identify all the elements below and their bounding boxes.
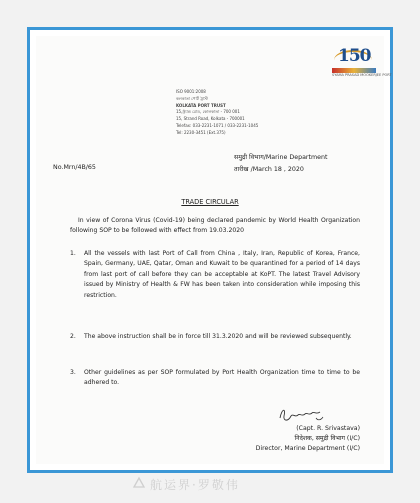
logo-subtitle: SYAMA PRASAD MOOKERJEE PORT [332,73,392,77]
list-text: All the vessels with last Port of Call from China , Italy, Iran, Republic of Korea, France, Spain, Germany, UAE, Qatar, Oman and Kuwait to be quarantined for a period of 14 days from last port of call before they can be acceptable at KoPT. The latest Travel Advisory issued by Ministry of Health & FW has been taken into consideration while imposing this restriction. [84,250,360,299]
document-frame [27,27,393,473]
department-label: समुद्री विभाग/Marine Department [234,154,328,161]
list-item [70,249,360,301]
logo-number: 150 [338,46,371,66]
port-logo [332,46,392,80]
list-text: The above instruction shall be in force till 31.3.2020 and will be reviewed subsequently. [84,333,352,340]
list-item [70,368,360,389]
letterhead-line: KOLKATA PORT TRUST [176,102,226,108]
circular-title: TRADE CIRCULAR [181,198,239,206]
list-number: 3. [70,369,76,376]
intro-paragraph: In view of Corona Virus (Covid-19) being declared pandemic by World Health Organization following SOP to be followed with effect from 19.03.2020 [70,217,360,235]
signatory-name: (Capt. R. Srivastava) [296,425,360,432]
letterhead-line: কলকাতা পোর্ট ট্রাস্ট [176,95,208,101]
letterhead-line: 15, Strand Road, Kolkata - 700001 [176,116,245,122]
letterhead-line: Tel: 2230-3451 (Ext.375) [176,129,226,135]
letterhead-line: ISO 9001:2008 [176,89,206,94]
list-item [70,332,360,342]
list-number: 1. [70,250,76,257]
watermark-icon [132,476,146,490]
reference-number: No.Mrn/4B/65 [53,164,96,171]
signatory-title: Director, Marine Department (I/C) [255,445,360,452]
circular-page [36,36,392,464]
list-text: Other guidelines as per SOP formulated by Port Health Organization time to time to be adhered to. [84,369,360,387]
signature-block [256,424,360,454]
watermark-text: 航运界·罗敬伟 [150,478,240,492]
letterhead [176,89,258,137]
handwritten-signature [276,404,326,426]
letterhead-line: 15,স্ট্র্যান্ড রোড, কোলকাতা - 700 001 [176,109,240,115]
signatory-title-hindi: निदेशक, समुद्री विभाग (I/C) [294,435,360,442]
list-number: 2. [70,333,76,340]
letterhead-line: Telefax: 033-2231-1071 / 033-2231-1045 [176,122,259,128]
circular-date: तारीख /March 18 , 2020 [234,166,304,173]
